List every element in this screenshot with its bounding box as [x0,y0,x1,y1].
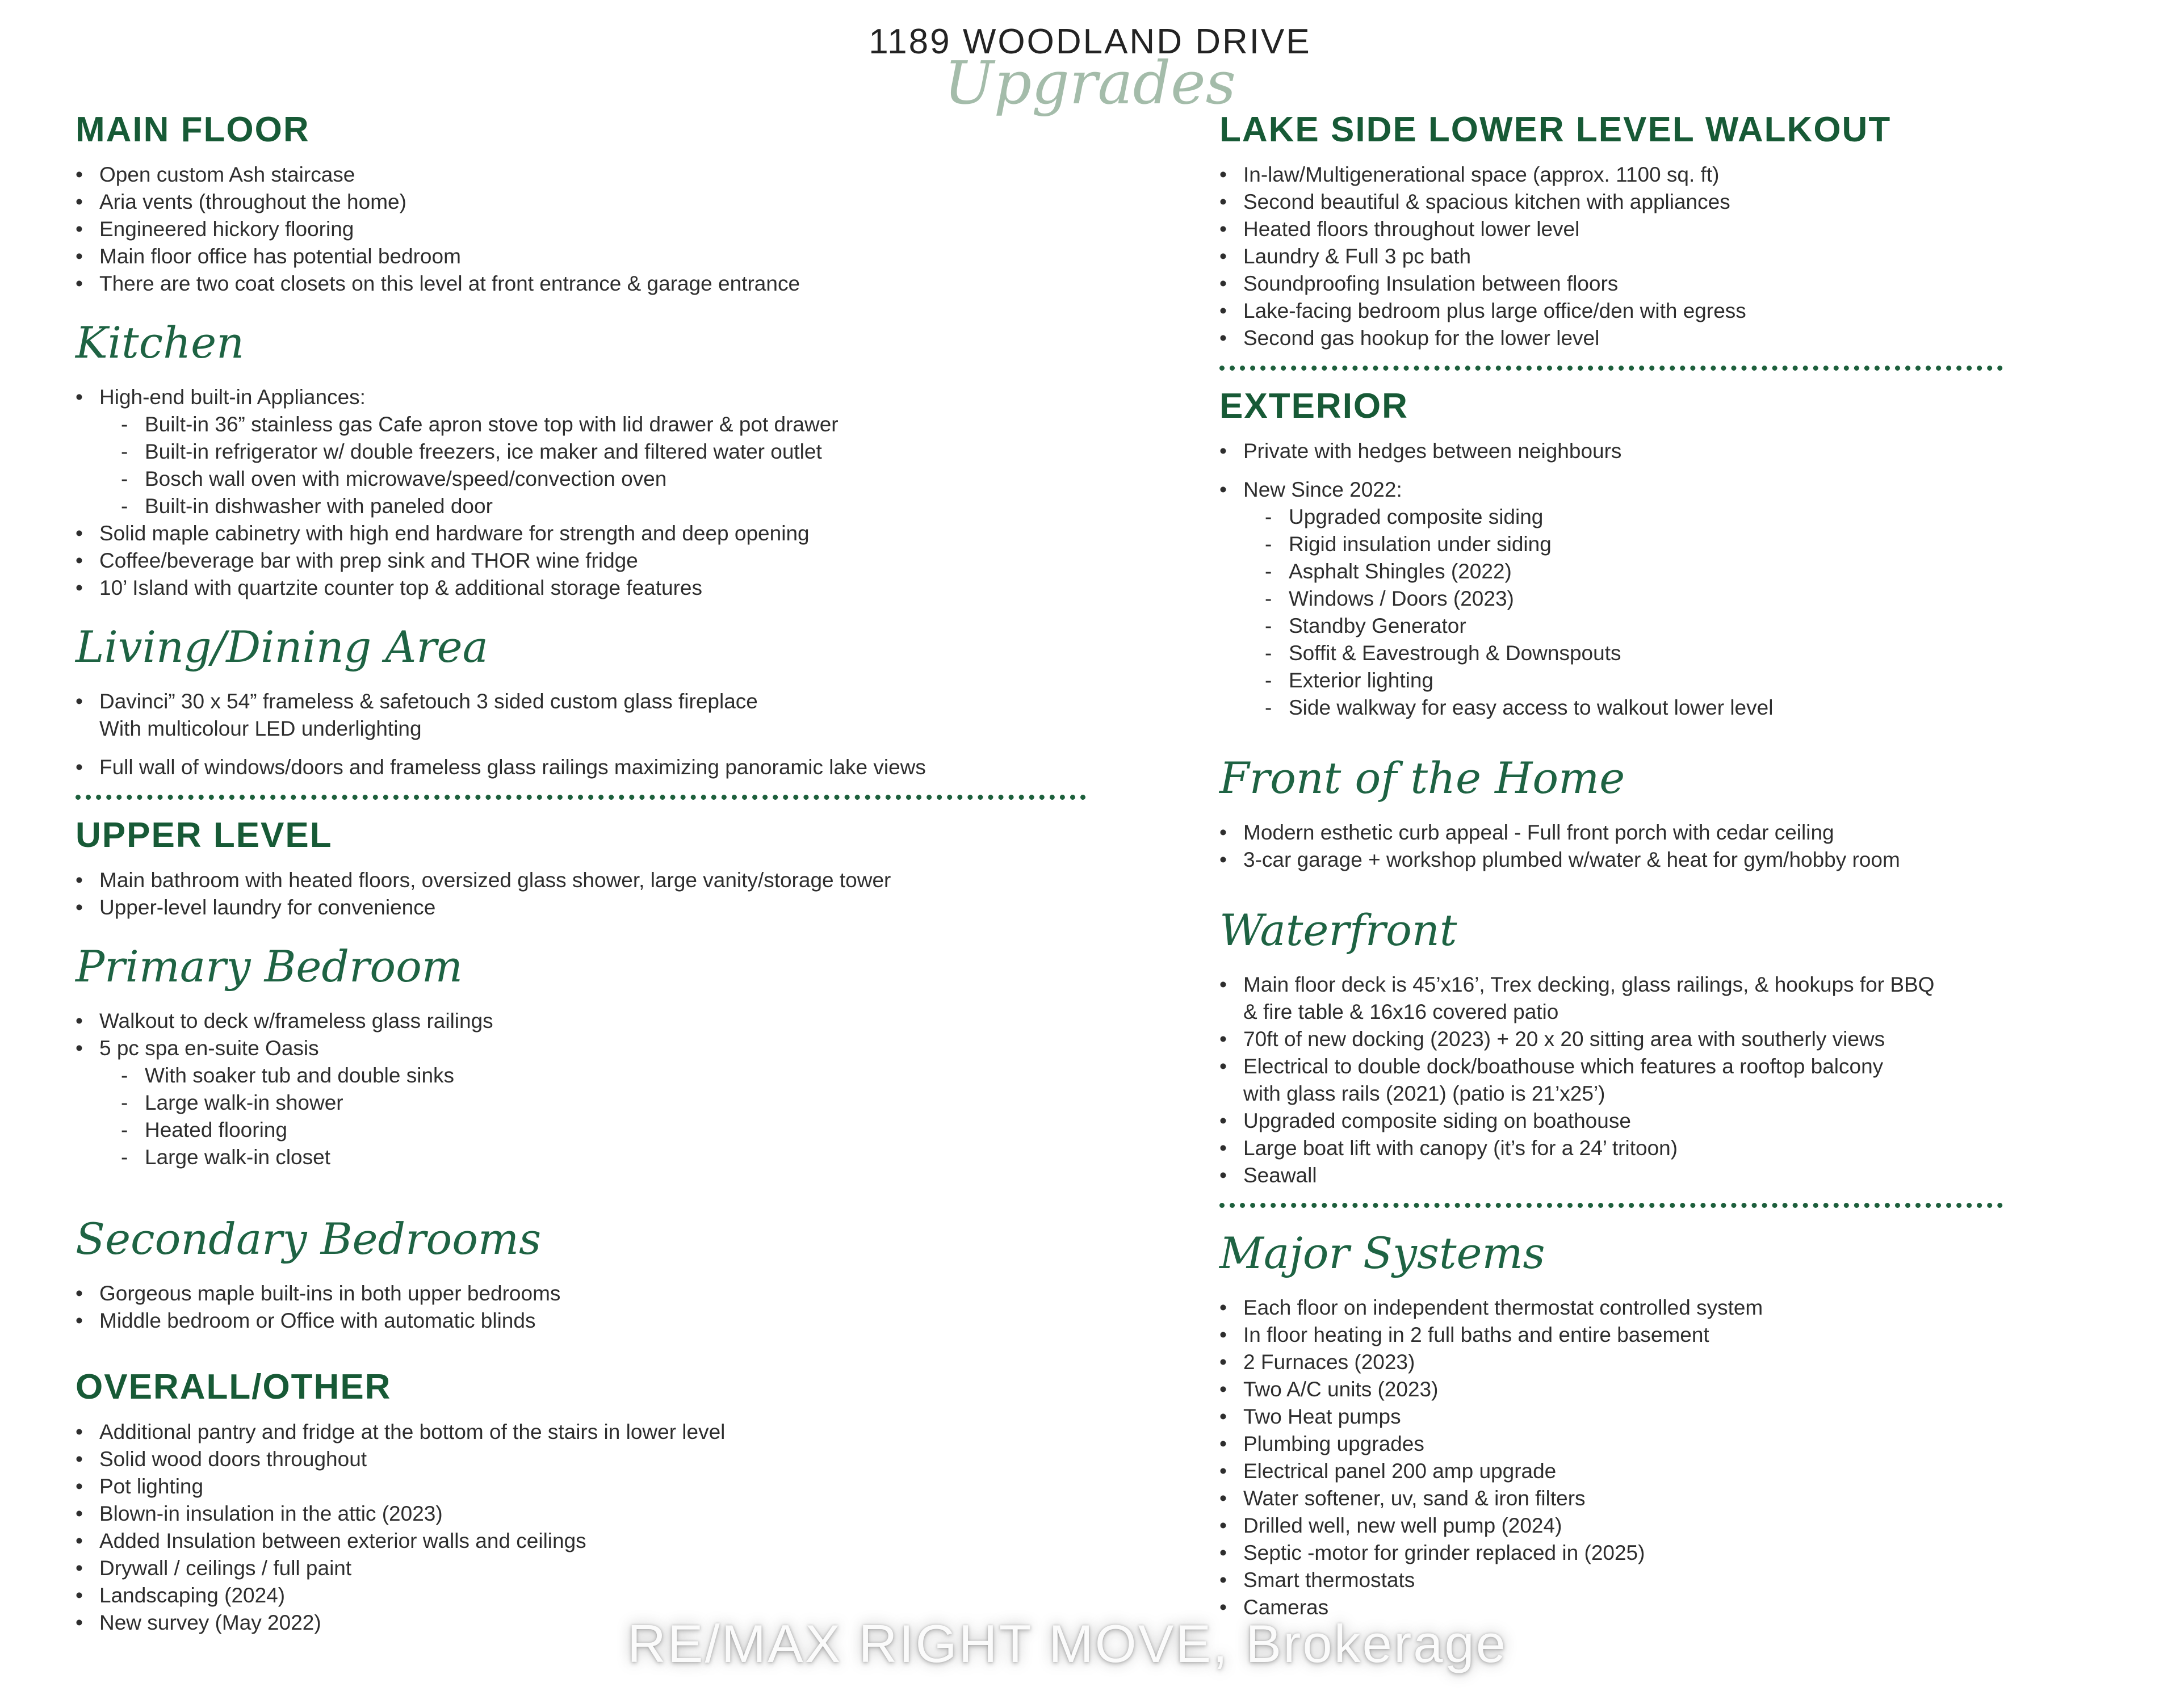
section-heading-front-of-the-home: Front of the Home [1219,753,1625,803]
dash-marker: - [1265,641,1272,665]
section-heading-exterior: EXTERIOR [1219,387,1408,426]
bullet-marker: • [76,1009,83,1033]
item-text: There are two coat closets on this level at front entrance & garage entrance [99,272,800,295]
item-text: In floor heating in 2 full baths and entire basement [1243,1323,1709,1346]
item-text: Added Insulation between exterior walls and ceilings [99,1529,586,1552]
bullet-marker: • [76,868,83,892]
item-text: Exterior lighting [1289,669,1434,692]
bullet-marker: • [1219,1459,1227,1483]
section-main-floor [76,111,1097,297]
item-text: With multicolour LED underlighting [99,717,422,740]
bullet-marker: • [1219,1596,1227,1619]
item-text: New Since 2022: [1243,478,1402,501]
item-text: Full wall of windows/doors and frameless glass railings maximizing panoramic lake views [99,756,926,779]
dotted-divider [1219,366,2003,371]
feature-list [76,161,1097,297]
section-primary-bedroom [76,938,1097,1171]
dash-marker: - [121,494,128,518]
right-column [1219,111,2153,1621]
dash-marker: - [121,1064,128,1087]
section-heading-primary-bedroom: Primary Bedroom [76,941,463,992]
list-item [76,216,1097,243]
section-front-of-the-home [1219,750,2153,874]
item-text: Built-in refrigerator w/ double freezers, ice maker and filtered water outlet [145,440,822,463]
item-text: Large boat lift with canopy (it’s for a 24’ tritoon) [1243,1136,1678,1160]
item-text: Landscaping (2024) [99,1584,286,1607]
list-item [1219,1294,2153,1321]
item-text: 3-car garage + workshop plumbed w/water & heat for gym/hobby room [1243,848,1900,871]
item-text: Modern esthetic curb appeal - Full front porch with cedar ceiling [1243,821,1834,844]
dash-marker: - [1265,505,1272,528]
list-item [1219,1349,2153,1376]
bullet-marker: • [76,1309,83,1332]
list-item [1219,694,2153,721]
bullet-marker: • [1219,217,1227,241]
list-item [1219,325,2153,352]
feature-list [1219,971,2153,1189]
item-text: Upgraded composite siding on boathouse [1243,1109,1631,1132]
bullet-marker: • [1219,1541,1227,1564]
list-item [1219,476,2153,503]
list-item [1219,1080,2153,1107]
item-text: Open custom Ash staircase [99,163,355,186]
bullet-marker: • [76,217,83,241]
bullet-marker: • [76,1502,83,1525]
item-text: Lake-facing bedroom plus large office/den with egress [1243,299,1746,322]
section-major-systems [1219,1225,2153,1621]
item-text: Second beautiful & spacious kitchen with appliances [1243,190,1730,213]
item-text: Soundproofing Insulation between floors [1243,272,1619,295]
item-text: Two Heat pumps [1243,1405,1401,1428]
list-item [1219,1403,2153,1430]
dash-marker: - [121,1145,128,1169]
item-text: 10’ Island with quartzite counter top & additional storage features [99,576,702,599]
list-item [1219,438,2153,465]
item-text: Side walkway for easy access to walkout lower level [1289,696,1774,719]
item-text: & fire table & 16x16 covered patio [1243,1000,1559,1023]
list-item [1219,585,2153,612]
section-waterfront [1219,902,2153,1208]
item-text: 70ft of new docking (2023) + 20 x 20 sitting area with southerly views [1243,1027,1885,1051]
list-item [76,867,1097,894]
bullet-marker: • [1219,245,1227,268]
item-text: Asphalt Shingles (2022) [1289,560,1512,583]
bullet-marker: • [1219,1109,1227,1132]
item-text: In-law/Multigenerational space (approx. 1100 sq. ft) [1243,163,1720,186]
dash-marker: - [1265,560,1272,583]
list-item [76,894,1097,921]
list-item [1219,1594,2153,1621]
bullet-marker: • [76,896,83,919]
bullet-marker: • [1219,1405,1227,1428]
item-text: Davinci” 30 x 54” frameless & safetouch 3 sided custom glass fireplace [99,690,758,713]
list-item [1219,1567,2153,1594]
list-item [1219,1321,2153,1349]
item-text: Soffit & Eavestrough & Downspouts [1289,641,1621,665]
list-item [76,1117,1097,1144]
item-text: Septic -motor for grinder replaced in (2025) [1243,1541,1645,1564]
bullet-marker: • [76,385,83,409]
list-item [1219,216,2153,243]
item-text: Large walk-in closet [145,1145,330,1169]
list-item [1219,819,2153,846]
item-text: Each floor on independent thermostat controlled system [1243,1296,1763,1319]
list-item [1219,1053,2153,1080]
bullet-marker: • [1219,326,1227,350]
item-text: With soaker tub and double sinks [145,1064,455,1087]
list-item [76,188,1097,216]
item-text: Private with hedges between neighbours [1243,439,1622,463]
list-item [76,465,1097,493]
section-heading-major-systems: Major Systems [1219,1228,1545,1278]
item-text: Upper-level laundry for convenience [99,896,436,919]
item-text: 5 pc spa en-suite Oasis [99,1036,319,1060]
list-item [1219,1026,2153,1053]
item-text: Blown-in insulation in the attic (2023) [99,1502,443,1525]
list-item [76,1555,1097,1582]
list-item [76,1307,1097,1334]
bullet-marker: • [1219,299,1227,322]
list-item [1219,1376,2153,1403]
item-text: Windows / Doors (2023) [1289,587,1514,610]
list-item [76,1473,1097,1500]
section-heading-overall-other: OVERALL/OTHER [76,1367,392,1407]
list-item [76,754,1097,781]
bullet-marker: • [1219,1296,1227,1319]
list-item [1219,558,2153,585]
dash-marker: - [121,413,128,436]
bullet-marker: • [76,1556,83,1580]
list-item [1219,531,2153,558]
item-text: Solid maple cabinetry with high end hardware for strength and deep opening [99,522,810,545]
list-item [76,520,1097,547]
dotted-divider [1219,1203,2003,1208]
item-text: Aria vents (throughout the home) [99,190,406,213]
list-item [1219,1162,2153,1189]
list-item [76,243,1097,270]
list-item [1219,846,2153,874]
bullet-marker: • [1219,1487,1227,1510]
item-text: Heated floors throughout lower level [1243,217,1580,241]
dash-marker: - [121,467,128,490]
list-item [76,384,1097,411]
bullet-marker: • [1219,1055,1227,1078]
item-text: Main bathroom with heated floors, oversized glass shower, large vanity/storage tower [99,868,891,892]
item-text: Upgraded composite siding [1289,505,1544,528]
list-item [76,1144,1097,1171]
list-item [1219,243,2153,270]
list-item [1219,270,2153,297]
bullet-marker: • [76,163,83,186]
section-exterior [1219,388,2153,721]
list-item [76,1089,1097,1117]
dash-marker: - [121,440,128,463]
item-text: Electrical to double dock/boathouse which features a rooftop balcony [1243,1055,1884,1078]
item-text: Cameras [1243,1596,1329,1619]
bullet-marker: • [1219,821,1227,844]
item-text: Middle bedroom or Office with automatic blinds [99,1309,536,1332]
list-item [1219,1107,2153,1135]
section-heading-secondary-bedrooms: Secondary Bedrooms [76,1214,542,1264]
item-text: Built-in 36” stainless gas Cafe apron stove top with lid drawer & pot drawer [145,413,839,436]
list-item [76,438,1097,465]
bullet-marker: • [76,272,83,295]
bullet-marker: • [1219,1323,1227,1346]
brokerage-watermark: RE/MAX RIGHT MOVE, Brokerage [627,1614,1508,1673]
section-heading-waterfront: Waterfront [1219,905,1457,955]
bullet-marker: • [76,1584,83,1607]
bullet-marker: • [1219,1136,1227,1160]
item-text: Pot lighting [99,1475,204,1498]
list-item [1219,1430,2153,1458]
list-item [76,688,1097,715]
item-text: Second gas hookup for the lower level [1243,326,1600,350]
list-item [1219,1458,2153,1485]
bullet-marker: • [1219,1164,1227,1187]
list-item [1219,667,2153,694]
section-heading-lake-side-lower-level-walkout: LAKE SIDE LOWER LEVEL WALKOUT [1219,110,1892,149]
item-text: Rigid insulation under siding [1289,532,1552,556]
bullet-marker: • [1219,973,1227,996]
bullet-marker: • [1219,439,1227,463]
bullet-marker: • [76,549,83,572]
item-text: Large walk-in shower [145,1091,343,1114]
bullet-marker: • [76,1529,83,1552]
bullet-marker: • [1219,1027,1227,1051]
list-item [1219,161,2153,188]
dash-marker: - [1265,669,1272,692]
item-text: Plumbing upgrades [1243,1432,1424,1455]
list-item [76,1446,1097,1473]
bullet-marker: • [76,1420,83,1443]
bullet-marker: • [76,1475,83,1498]
bullet-marker: • [76,1611,83,1634]
item-text: Water softener, uv, sand & iron filters [1243,1487,1586,1510]
bullet-marker: • [76,1447,83,1471]
section-heading-upper-level: UPPER LEVEL [76,816,333,855]
item-text: Built-in dishwasher with paneled door [145,494,493,518]
list-item [76,1419,1097,1446]
dash-marker: - [1265,696,1272,719]
list-item [76,411,1097,438]
section-living-dining-area [76,619,1097,800]
bullet-marker: • [76,522,83,545]
dotted-divider [76,795,1086,800]
section-heading-kitchen: Kitchen [76,317,245,368]
bullet-marker: • [76,245,83,268]
section-upper-level [76,817,1097,921]
bullet-marker: • [1219,1378,1227,1401]
bullet-marker: • [76,1282,83,1305]
page-header [0,22,2180,115]
list-item [76,1035,1097,1062]
dash-marker: - [1265,532,1272,556]
bullet-marker: • [76,690,83,713]
list-item [76,1008,1097,1035]
list-item [76,493,1097,520]
item-text: Heated flooring [145,1118,287,1142]
bullet-marker: • [1219,190,1227,213]
bullet-marker: • [76,576,83,599]
bullet-marker: • [1219,478,1227,501]
item-text: Additional pantry and fridge at the bottom of the stairs in lower level [99,1420,726,1443]
bullet-marker: • [1219,272,1227,295]
bullet-marker: • [1219,848,1227,871]
list-item [76,1280,1097,1307]
list-item [1219,1512,2153,1539]
dash-marker: - [121,1091,128,1114]
list-item [76,547,1097,574]
item-text: Smart thermostats [1243,1568,1415,1592]
section-kitchen [76,314,1097,602]
item-text: Laundry & Full 3 pc bath [1243,245,1472,268]
list-item [1219,188,2153,216]
list-item [1219,1539,2153,1567]
list-item [76,715,1097,742]
feature-list [1219,161,2153,352]
bullet-marker: • [76,190,83,213]
item-text: Walkout to deck w/frameless glass railings [99,1009,493,1033]
item-text: Coffee/beverage bar with prep sink and THOR wine fridge [99,549,638,572]
dash-marker: - [1265,587,1272,610]
list-item [1219,297,2153,325]
item-text: Seawall [1243,1164,1317,1187]
bullet-marker: • [1219,1514,1227,1537]
dash-marker: - [121,1118,128,1142]
item-text: Two A/C units (2023) [1243,1378,1439,1401]
item-text: New survey (May 2022) [99,1611,321,1634]
feature-list [76,1280,1097,1334]
list-item [76,1500,1097,1527]
item-text: High-end built-in Appliances: [99,385,366,409]
bullet-marker: • [76,756,83,779]
item-text: Electrical panel 200 amp upgrade [1243,1459,1557,1483]
list-item [1219,503,2153,531]
list-item [1219,971,2153,998]
bullet-marker: • [76,1036,83,1060]
section-overall-other [76,1369,1097,1636]
section-lake-side-lower-level-walkout [1219,111,2153,371]
list-item [76,1527,1097,1555]
item-text: Gorgeous maple built-ins in both upper bedrooms [99,1282,561,1305]
item-text: Main floor office has potential bedroom [99,245,461,268]
left-column [76,111,1097,1636]
bullet-marker: • [1219,1568,1227,1592]
page-subtitle: Upgrades [944,48,1236,117]
section-heading-living-dining-area: Living/Dining Area [76,622,488,672]
item-text: Main floor deck is 45’x16’, Trex decking, glass railings, & hookups for BBQ [1243,973,1935,996]
feature-list [76,867,1097,921]
section-heading-main-floor: MAIN FLOOR [76,110,310,149]
list-item [76,161,1097,188]
list-item [76,1609,1097,1636]
item-text: Drywall / ceilings / full paint [99,1556,352,1580]
list-item [76,1062,1097,1089]
feature-list [76,1008,1097,1171]
list-item [1219,640,2153,667]
page-title: 1189 WOODLAND DRIVE [869,22,1311,61]
list-item [76,574,1097,602]
item-text: Engineered hickory flooring [99,217,354,241]
item-text: with glass rails (2021) (patio is 21’x25’) [1243,1082,1605,1105]
feature-list [76,688,1097,781]
bullet-marker: • [1219,1350,1227,1374]
list-item [1219,1485,2153,1512]
feature-list [1219,1294,2153,1621]
list-item [1219,1135,2153,1162]
list-item [76,270,1097,297]
section-secondary-bedrooms [76,1211,1097,1334]
item-text: 2 Furnaces (2023) [1243,1350,1415,1374]
feature-list [76,1419,1097,1636]
feature-list [76,384,1097,602]
feature-list [1219,438,2153,721]
list-item [76,1582,1097,1609]
bullet-marker: • [1219,1432,1227,1455]
feature-list [1219,819,2153,874]
item-text: Standby Generator [1289,614,1466,637]
item-text: Solid wood doors throughout [99,1447,367,1471]
list-item [1219,612,2153,640]
dash-marker: - [1265,614,1272,637]
bullet-marker: • [1219,163,1227,186]
item-text: Bosch wall oven with microwave/speed/convection oven [145,467,667,490]
list-item [1219,998,2153,1026]
item-text: Drilled well, new well pump (2024) [1243,1514,1562,1537]
